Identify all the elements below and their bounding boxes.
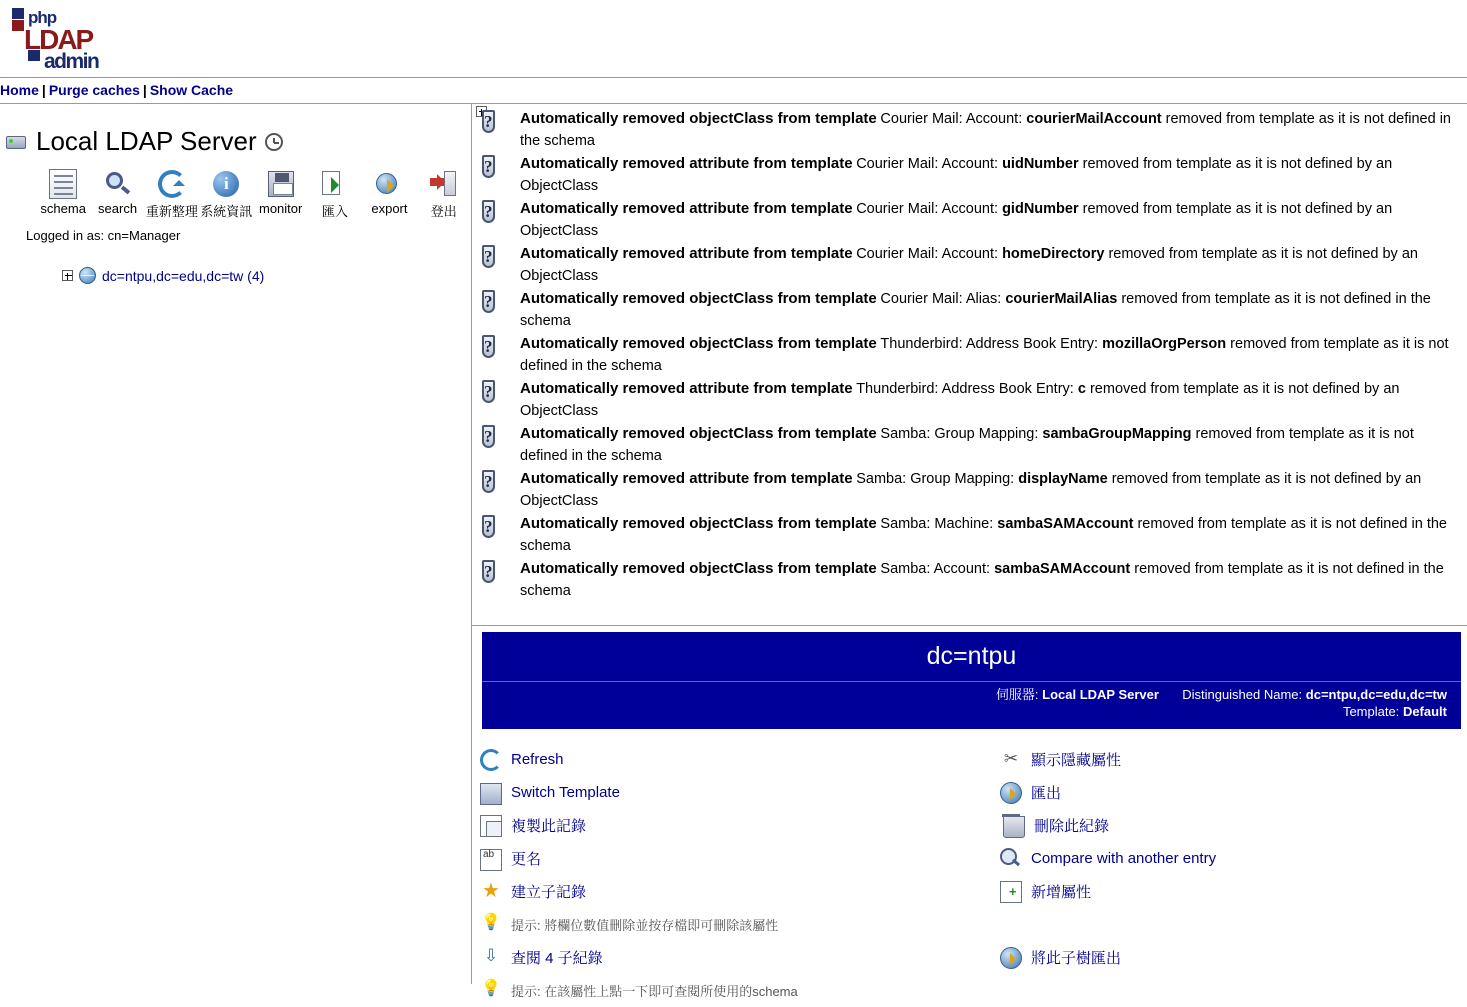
toolbar-monitor[interactable] <box>254 167 308 220</box>
alert-title: Automatically removed attribute from template <box>520 200 853 217</box>
alert-body: Thunderbird: Address Book Entry: c removed from template as it is not defined by an ObjectClass <box>520 381 1400 419</box>
question-icon: ? <box>484 157 493 176</box>
question-icon: ? <box>484 427 493 446</box>
question-icon: ? <box>484 472 493 491</box>
alert-title: Automatically removed objectClass from template <box>520 290 877 307</box>
alert-item <box>482 108 1461 152</box>
alert-title: Automatically removed attribute from template <box>520 470 853 487</box>
right-content <box>472 104 1467 999</box>
alert-item <box>482 423 1461 467</box>
alert-title: Automatically removed objectClass from template <box>520 110 877 127</box>
alert-title: Automatically removed objectClass from template <box>520 560 877 577</box>
toolbar-export-label: export <box>371 201 408 216</box>
alert-title: Automatically removed attribute from template <box>520 380 853 397</box>
clock-icon <box>265 133 283 151</box>
action-show-hidden-attributes-label[interactable]: 顯示隱藏屬性 <box>1031 752 1122 769</box>
server-toolbar <box>0 157 471 220</box>
phpldapadmin-logo <box>6 6 156 73</box>
toolbar-schema[interactable] <box>36 167 90 220</box>
toolbar-refresh-label: 重新整理 <box>145 204 198 219</box>
action-view-children-label[interactable]: 查閱 4 子紀錄 <box>511 950 603 967</box>
action-add-attribute[interactable] <box>1000 875 1467 908</box>
expand-plus-icon[interactable] <box>62 270 73 281</box>
logo-square-top <box>12 8 24 19</box>
entry-title: dc=ntpu <box>926 642 1017 670</box>
action-refresh[interactable] <box>480 743 1000 776</box>
question-icon: ? <box>484 247 493 266</box>
entry-template-label: Template: <box>1342 704 1400 719</box>
schema-icon <box>36 167 90 201</box>
alert-body: Courier Mail: Account: gidNumber removed from template as it is not defined by an ObjectClass <box>520 201 1393 239</box>
info-icon: i <box>199 167 253 201</box>
action-delete-entry-label[interactable]: 刪除此紀錄 <box>1034 818 1110 835</box>
trash-icon <box>1003 816 1025 838</box>
server-title-row <box>0 126 471 157</box>
alert-item <box>482 558 1461 602</box>
server-name: Local LDAP Server <box>36 126 257 156</box>
action-compare-entry[interactable] <box>1000 842 1467 875</box>
logged-in-as: Logged in as: cn=Manager <box>26 228 181 243</box>
wrench-icon: ✂ <box>1003 748 1019 768</box>
toolbar-search-label: search <box>98 201 138 216</box>
action-add-attribute-label[interactable]: 新增屬性 <box>1031 884 1092 901</box>
alert-body: Samba: Group Mapping: displayName removed from template as it is not defined by an ObjectClass <box>520 471 1422 509</box>
toolbar-refresh[interactable] <box>145 167 199 220</box>
lightbulb-icon: 💡 <box>481 913 501 931</box>
alert-item <box>482 468 1461 512</box>
logo-text-php: php <box>28 8 57 27</box>
entry-dn-value: dc=ntpu,dc=edu,dc=tw <box>1305 687 1447 702</box>
alert-list <box>472 104 1467 626</box>
alert-body: Courier Mail: Alias: courierMailAlias removed from template as it is not defined in the schema <box>520 291 1431 329</box>
toolbar-monitor-label: monitor <box>259 201 303 216</box>
template-icon <box>480 783 502 805</box>
tree-node-label[interactable]: dc=ntpu,dc=edu,dc=tw (4) <box>102 267 265 284</box>
alert-title: Automatically removed attribute from template <box>520 245 853 262</box>
nav-separator-2: | <box>142 82 147 98</box>
entry-server-value: Local LDAP Server <box>1042 687 1159 702</box>
server-icon <box>6 133 28 151</box>
toolbar-search[interactable] <box>90 167 144 220</box>
question-icon: ? <box>484 292 493 311</box>
action-refresh-label[interactable]: Refresh <box>511 751 564 768</box>
action-rename-entry-label[interactable]: 更名 <box>511 851 542 868</box>
nav-show-cache[interactable]: Show Cache <box>149 82 234 98</box>
left-sidebar <box>0 104 472 984</box>
alert-body: Courier Mail: Account: homeDirectory removed from template as it is not defined by an ObjectClass <box>520 246 1418 284</box>
globe-icon <box>79 267 96 284</box>
spacer-cell <box>1000 974 1467 1007</box>
hint-delete-attribute <box>480 908 1000 941</box>
question-icon: ? <box>484 517 493 536</box>
action-switch-template[interactable] <box>480 776 1000 809</box>
question-icon: ? <box>484 337 493 356</box>
question-icon: ? <box>484 202 493 221</box>
alert-item <box>482 198 1461 242</box>
entry-block <box>472 626 1467 729</box>
logo-bar <box>0 0 1467 78</box>
hint-delete-attribute-label: 提示: 將欄位數值刪除並按存檔即可刪除該屬性 <box>511 918 779 933</box>
action-compare-entry-label[interactable]: Compare with another entry <box>1031 850 1217 867</box>
entry-header <box>482 632 1461 729</box>
action-export-subtree-label[interactable]: 將此子樹匯出 <box>1031 950 1122 967</box>
entry-server-label: 伺服器: <box>995 687 1039 702</box>
toolbar-logout[interactable] <box>417 167 471 220</box>
action-copy-entry-label[interactable]: 複製此記錄 <box>511 818 587 835</box>
copy-icon <box>480 815 502 837</box>
logo-text-admin: admin <box>44 50 99 73</box>
nav-home[interactable]: Home <box>0 82 39 98</box>
action-copy-entry[interactable] <box>480 809 1000 842</box>
lightbulb-icon: 💡 <box>481 979 501 997</box>
question-icon: ? <box>484 562 493 581</box>
entry-dn-label: Distinguished Name: <box>1182 687 1303 702</box>
import-icon <box>308 167 362 201</box>
compare-search-icon <box>1000 848 1022 870</box>
alert-item <box>482 288 1461 332</box>
alert-title: Automatically removed objectClass from template <box>520 515 877 532</box>
hint-schema <box>480 974 1000 1007</box>
toolbar-schema-label: schema <box>40 201 86 216</box>
question-icon: ? <box>484 112 493 131</box>
alert-item <box>482 513 1461 557</box>
alert-body: Courier Mail: Account: courierMailAccount removed from template as it is not defined in the schema <box>520 111 1451 149</box>
action-show-hidden-attributes[interactable] <box>1000 743 1467 776</box>
nav-separator-1: | <box>41 82 46 98</box>
action-create-child-entry[interactable] <box>480 875 1000 908</box>
export-icon <box>1000 782 1022 804</box>
ldap-tree <box>0 243 471 284</box>
action-export-subtree[interactable] <box>1000 941 1467 974</box>
alert-body: Thunderbird: Address Book Entry: mozillaOrgPerson removed from template as it is not defined in the schema <box>520 336 1449 374</box>
action-delete-entry[interactable] <box>1000 809 1467 842</box>
entry-template-value: Default <box>1402 704 1447 719</box>
toolbar-logout-label: 登出 <box>430 204 457 219</box>
entry-actions <box>472 729 1467 1007</box>
logout-icon <box>417 167 471 201</box>
action-rename-entry[interactable] <box>480 842 1000 875</box>
spacer-cell <box>1000 908 1467 941</box>
action-export-entry-label[interactable]: 匯出 <box>1031 785 1062 802</box>
toolbar-import-label: 匯入 <box>322 204 349 219</box>
action-switch-template-label[interactable]: Switch Template <box>511 784 620 801</box>
tree-node-root[interactable] <box>62 267 471 284</box>
alert-body: Samba: Machine: sambaSAMAccount removed from template as it is not defined in the schema <box>520 516 1447 554</box>
refresh-icon <box>480 749 502 771</box>
alert-item <box>482 243 1461 287</box>
main-layout <box>0 104 1467 999</box>
search-icon <box>90 167 144 201</box>
rename-icon <box>480 849 502 871</box>
hint-schema-label: 提示: 在該屬性上點一下即可查閱所使用的schema <box>511 984 798 999</box>
export-icon <box>362 167 416 201</box>
toolbar-info[interactable] <box>199 167 253 220</box>
top-navigation <box>0 78 1467 104</box>
action-export-entry[interactable] <box>1000 776 1467 809</box>
refresh-icon <box>145 167 199 201</box>
alert-title: Automatically removed objectClass from template <box>520 335 877 352</box>
action-view-children[interactable] <box>480 941 1000 974</box>
logo-square-mid <box>12 20 24 31</box>
alert-item <box>482 153 1461 197</box>
alert-body: Samba: Account: sambaSAMAccount removed from template as it is not defined in the schema <box>520 561 1444 599</box>
download-icon: ⇩ <box>483 945 499 965</box>
add-attribute-icon <box>1000 881 1022 903</box>
alert-item <box>482 378 1461 422</box>
alert-title: Automatically removed objectClass from template <box>520 425 877 442</box>
alert-body: Samba: Group Mapping: sambaGroupMapping removed from template as it is not defined in the schema <box>520 426 1414 464</box>
alert-title: Automatically removed attribute from template <box>520 155 853 172</box>
toolbar-export[interactable] <box>362 167 416 220</box>
entry-subheader <box>482 681 1461 725</box>
alert-body: Courier Mail: Account: uidNumber removed from template as it is not defined by an ObjectClass <box>520 156 1393 194</box>
question-icon: ? <box>484 382 493 401</box>
export-subtree-icon <box>1000 947 1022 969</box>
star-icon: ★ <box>482 879 500 902</box>
alert-item <box>482 333 1461 377</box>
action-create-child-entry-label[interactable]: 建立子記錄 <box>511 884 587 901</box>
toolbar-info-label: 系統資訊 <box>200 204 253 219</box>
toolbar-import[interactable] <box>308 167 362 220</box>
logo-text-ldap: LDAP <box>24 24 93 55</box>
monitor-icon <box>254 167 308 201</box>
nav-purge-caches[interactable]: Purge caches <box>48 82 140 98</box>
